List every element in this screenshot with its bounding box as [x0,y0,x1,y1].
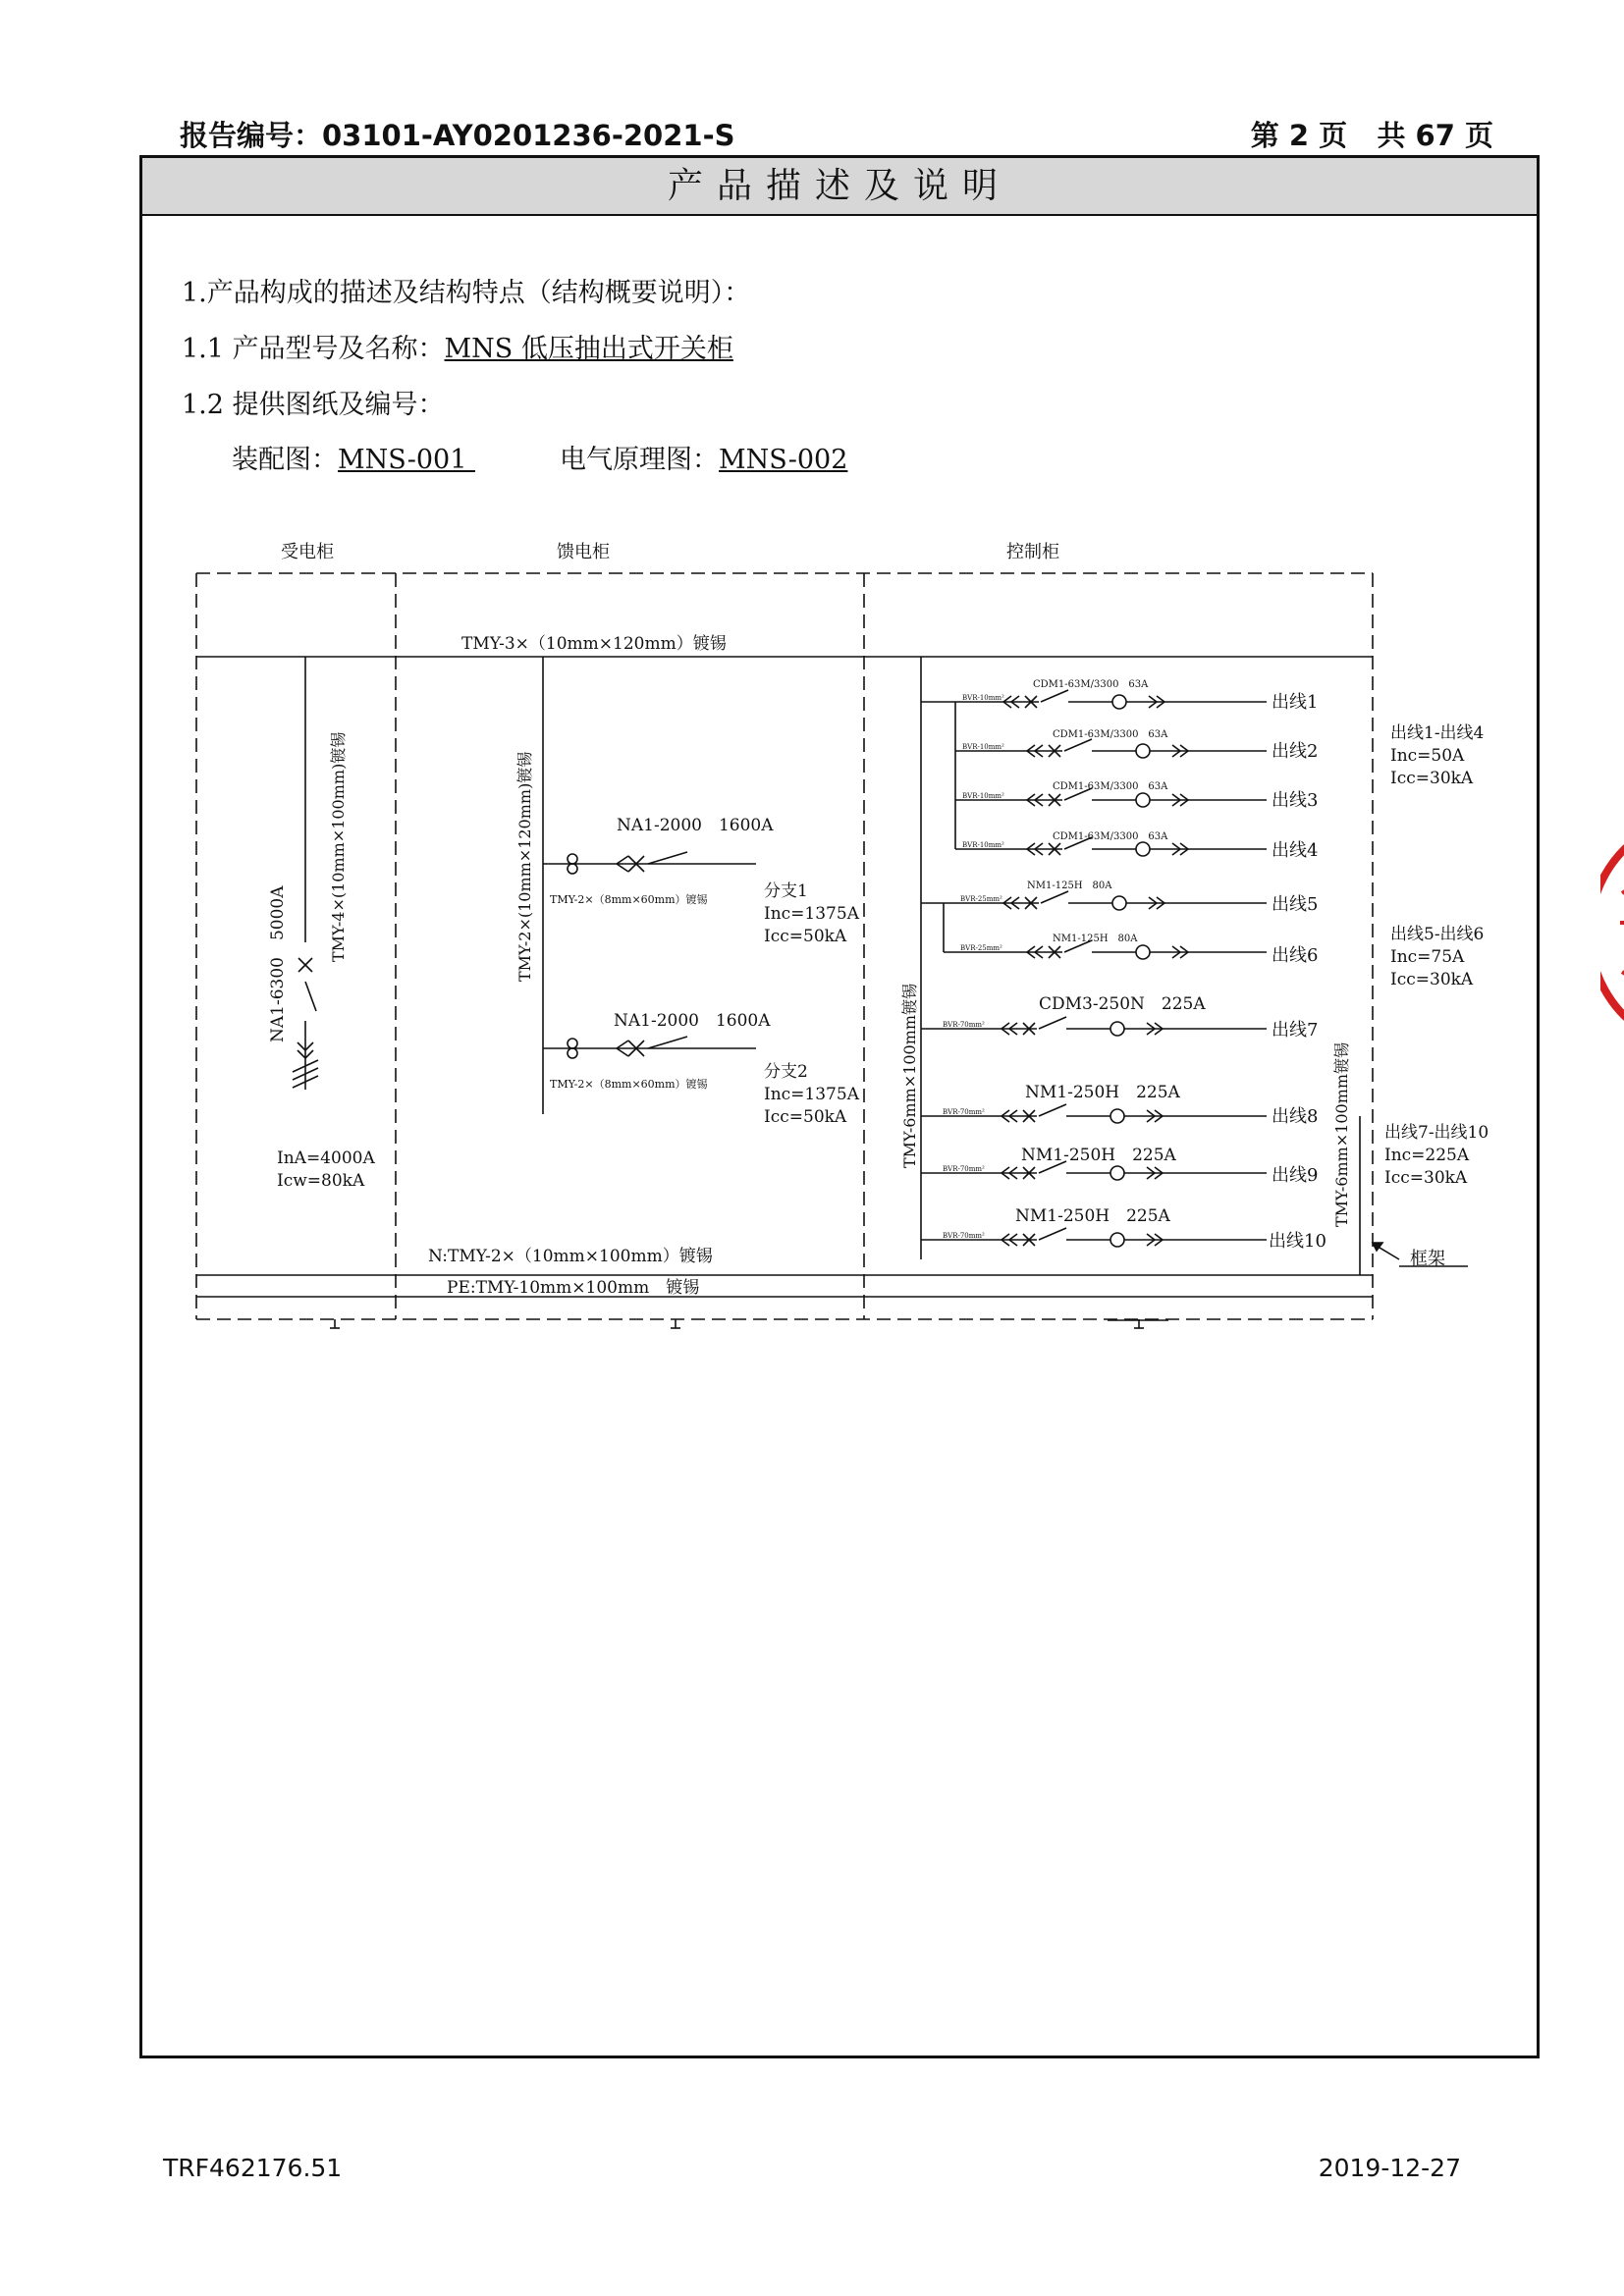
breaker-symbol-stroke [1011,903,1019,909]
breaker-symbol-stroke [1009,1234,1017,1240]
schematic-label: 电气原理图： [560,445,719,475]
current-transformer-symbol [1110,1166,1124,1180]
branch1-inc: Inc=1375A [764,904,859,924]
breaker-symbol-stroke [1147,1110,1155,1116]
breaker-symbol-stroke [1155,1029,1163,1035]
breaker-symbol-stroke [1035,843,1043,849]
breaker-symbol-stroke [1149,696,1157,702]
outlet1-wire: BVR-10mm² [962,694,1004,702]
group3-inc: Inc=225A [1384,1146,1470,1165]
outlet4-wire: BVR-10mm² [962,841,1004,849]
group3-icc: Icc=30kA [1384,1168,1468,1188]
breaker-symbol-stroke [1155,1167,1163,1173]
breaker-symbol-stroke [1147,1240,1155,1246]
branch2-name: 分支2 [764,1062,808,1082]
assembly-drawing-label: 装配图： [232,445,338,475]
outlet6-device: NM1-125H 80A [1053,934,1138,944]
breaker-symbol-stroke [1147,1023,1155,1029]
breaker-symbol-stroke [1155,1234,1163,1240]
outlet7-label: 出线7 [1272,1020,1319,1041]
branch2-inc: Inc=1375A [764,1085,859,1104]
n-bus-label: N:TMY-2×（10mm×100mm）镀锡 [428,1247,713,1266]
current-transformer-symbol [1110,1022,1124,1036]
outlet10-label: 出线10 [1269,1231,1326,1252]
breaker-symbol-stroke [1172,946,1180,952]
incoming-ina: InA=4000A [277,1148,375,1168]
frame-label: 框架 [1410,1249,1445,1269]
breaker-symbol-stroke [1027,952,1035,958]
breaker-symbol-stroke [1149,702,1157,708]
outlet8-device: NM1-250H 225A [1025,1083,1180,1102]
current-transformer-symbol [1136,744,1150,758]
breaker-symbol-stroke [1172,794,1180,800]
branch1-name: 分支1 [764,881,808,901]
cabinet-label-feeder: 馈电柜 [557,542,610,562]
incoming-bus-label: TMY-4×(10mm×100mm)镀锡 [329,731,348,962]
group1-title: 出线1-出线4 [1390,723,1485,743]
breaker-symbol-stroke [1180,849,1188,855]
breaker-symbol-stroke [1149,903,1157,909]
breaker-symbol-stroke [1180,794,1188,800]
current-transformer-symbol [1112,695,1126,709]
breaker-symbol-stroke [1011,702,1019,708]
section-title: 产品描述及说明 [142,158,1537,216]
breaker-symbol-stroke [1035,751,1043,757]
breaker-symbol-stroke [1011,897,1019,903]
breaker-symbol-stroke [1001,1029,1009,1035]
group1-inc: Inc=50A [1390,746,1465,766]
control-bus-label: TMY-6mm×100mm镀锡 [900,983,919,1168]
schematic-value: MNS-002 [719,445,848,475]
breaker-symbol-stroke [1035,800,1043,806]
breaker-symbol-stroke [1157,903,1164,909]
breaker-symbol-stroke [1001,1023,1009,1029]
breaker-symbol-stroke [1035,745,1043,751]
pe-bus-label: PE:TMY-10mm×100mm 镀锡 [447,1278,700,1298]
cabinet-label-incoming: 受电柜 [281,542,334,562]
breaker-symbol-stroke [1009,1240,1017,1246]
breaker-symbol-stroke [1001,1173,1009,1179]
breaker-symbol-stroke [1009,1167,1017,1173]
outlet4-label: 出线4 [1272,840,1319,861]
outlet2-label: 出线2 [1272,741,1319,762]
breaker-symbol-stroke [1003,903,1011,909]
outlet3-wire: BVR-10mm² [962,792,1004,800]
cabinet-label-control: 控制柜 [1006,542,1059,562]
breaker-symbol-stroke [1001,1240,1009,1246]
branch2-bus: TMY-2×（8mm×60mm）镀锡 [550,1078,708,1091]
paragraph-drawings: 1.2 提供图纸及编号： [182,390,445,420]
breaker-symbol-stroke [1001,1110,1009,1116]
breaker-symbol-stroke [1180,751,1188,757]
outlet4-device: CDM1-63M/3300 63A [1053,831,1168,842]
breaker-symbol-stroke [1147,1029,1155,1035]
breaker-symbol-stroke [1147,1116,1155,1122]
assembly-drawing-value: MNS-001 [338,445,475,475]
breaker-symbol-stroke [1180,800,1188,806]
breaker-symbol-stroke [1172,849,1180,855]
page-info: 第 2 页 共 67 页 [1250,119,1493,152]
outlet1-device: CDM1-63M/3300 63A [1033,679,1149,690]
current-transformer-symbol [1110,1109,1124,1123]
outlet9-device: NM1-250H 225A [1021,1146,1176,1165]
breaker-symbol-stroke [1009,1023,1017,1029]
outlet2-device: CDM1-63M/3300 63A [1053,729,1168,740]
breaker-symbol-stroke [1147,1234,1155,1240]
breaker-symbol-stroke [1027,794,1035,800]
breaker-symbol-stroke [1027,751,1035,757]
breaker-symbol-stroke [1035,794,1043,800]
paragraph-structure-description: 1.产品构成的描述及结构特点（结构概要说明）： [182,278,751,308]
outlet9-label: 出线9 [1272,1165,1319,1186]
breaker-symbol-stroke [1155,1110,1163,1116]
breaker-symbol-stroke [1155,1240,1163,1246]
outlet2-wire: BVR-10mm² [962,743,1004,751]
breaker-symbol-stroke [1001,1167,1009,1173]
current-transformer-symbol [1112,896,1126,910]
incoming-breaker-label: NA1-6300 5000A [268,885,288,1042]
group1-icc: Icc=30kA [1390,769,1474,788]
breaker-symbol-stroke [1180,952,1188,958]
breaker-symbol-stroke [1157,702,1164,708]
breaker-symbol-stroke [1172,751,1180,757]
outlet8-wire: BVR-70mm² [943,1108,985,1116]
red-seal-stamp [1600,834,1624,1031]
branch1-breaker: NA1-2000 1600A [617,816,774,835]
breaker-symbol-stroke [1157,897,1164,903]
breaker-symbol-stroke [1009,1029,1017,1035]
breaker-symbol-stroke [1180,843,1188,849]
breaker-symbol-stroke [1027,849,1035,855]
outlet3-device: CDM1-63M/3300 63A [1053,781,1168,792]
breaker-symbol-stroke [1003,702,1011,708]
outlet10-device: NM1-250H 225A [1015,1206,1170,1226]
breaker-symbol-stroke [1172,952,1180,958]
breaker-symbol-stroke [1155,1023,1163,1029]
incoming-icw: Icw=80kA [277,1171,365,1191]
breaker-symbol-stroke [1180,745,1188,751]
report-number: 报告编号：03101-AY0201236-2021-S [180,119,735,152]
breaker-symbol-stroke [1157,696,1164,702]
breaker-symbol-stroke [1027,946,1035,952]
group3-title: 出线7-出线10 [1384,1123,1489,1143]
breaker-symbol-stroke [1009,1110,1017,1116]
breaker-symbol-stroke [1172,800,1180,806]
breaker-symbol-stroke [1009,1116,1017,1122]
outlet10-wire: BVR-70mm² [943,1232,985,1240]
breaker-symbol-stroke [1035,952,1043,958]
branch1-bus: TMY-2×（8mm×60mm）镀锡 [550,893,708,906]
breaker-symbol-stroke [1147,1173,1155,1179]
feeder-bus-label: TMY-2×(10mm×120mm)镀锡 [515,751,534,982]
breaker-symbol-stroke [1027,745,1035,751]
breaker-symbol-stroke [1149,897,1157,903]
outlet5-device: NM1-125H 80A [1027,881,1112,891]
group2-inc: Inc=75A [1390,947,1465,967]
breaker-symbol-stroke [1035,946,1043,952]
breaker-symbol-stroke [1027,843,1035,849]
branch2-breaker: NA1-2000 1600A [614,1011,771,1031]
branch2-icc: Icc=50kA [764,1107,847,1127]
outlet6-wire: BVR-25mm² [960,944,1002,952]
current-transformer-symbol [1136,842,1150,856]
current-transformer-symbol [1110,1233,1124,1247]
outlet8-label: 出线8 [1272,1106,1319,1127]
group2-title: 出线5-出线6 [1390,925,1485,944]
form-number: TRF462176.51 [163,2154,343,2182]
breaker-symbol-stroke [1001,1116,1009,1122]
outlet3-label: 出线3 [1272,790,1319,811]
main-bus-label: TMY-3×（10mm×120mm）镀锡 [461,634,727,654]
branch1-icc: Icc=50kA [764,927,847,946]
outlet7-device: CDM3-250N 225A [1039,994,1206,1014]
breaker-symbol-stroke [1172,843,1180,849]
outlet1-label: 出线1 [1272,692,1319,713]
footer-date: 2019-12-27 [1318,2154,1461,2182]
outlet7-wire: BVR-70mm² [943,1021,985,1029]
current-transformer-symbol [1136,945,1150,959]
breaker-symbol-stroke [1180,946,1188,952]
breaker-symbol-stroke [1155,1116,1163,1122]
outlet9-wire: BVR-70mm² [943,1165,985,1173]
breaker-symbol-stroke [1035,849,1043,855]
outlet5-label: 出线5 [1272,894,1319,915]
current-transformer-symbol [1136,793,1150,807]
breaker-symbol-stroke [1001,1234,1009,1240]
outlet5-wire: BVR-25mm² [960,895,1002,903]
breaker-symbol-stroke [1003,696,1011,702]
model-name-label: 1.1 产品型号及名称： [182,334,445,364]
outlet6-label: 出线6 [1272,945,1319,966]
breaker-symbol-stroke [1155,1173,1163,1179]
breaker-symbol-stroke [1003,897,1011,903]
breaker-symbol-stroke [1011,696,1019,702]
control-right-bus-label: TMY-6mm×100mm镀锡 [1332,1041,1351,1227]
breaker-symbol-stroke [1009,1173,1017,1179]
model-name-value: MNS 低压抽出式开关柜 [444,334,733,364]
breaker-symbol-stroke [1027,800,1035,806]
breaker-symbol-stroke [1147,1167,1155,1173]
group2-icc: Icc=30kA [1390,970,1474,989]
breaker-symbol-stroke [1172,745,1180,751]
